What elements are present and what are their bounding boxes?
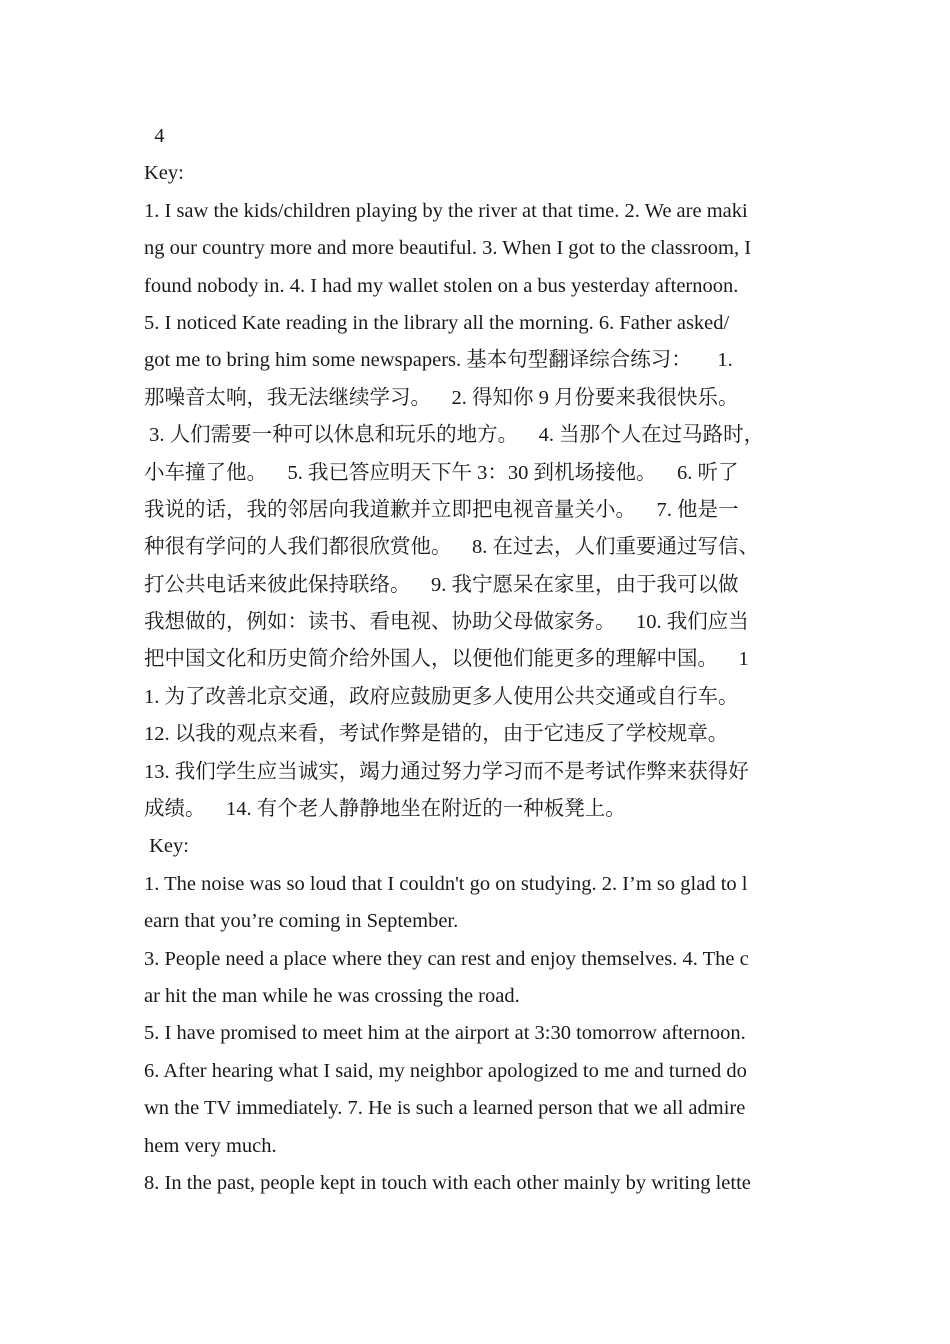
text-line: 1. I saw the kids/children playing by the river at that time. 2. We are maki — [144, 199, 748, 222]
text-line: 4 — [144, 125, 165, 147]
text-line: 12. 以我的观点来看，考试作弊是错的，由于它违反了学校规章。 — [144, 723, 729, 746]
text-line: 那噪音太响，我无法继续学习。 2. 得知你 9 月份要来我很快乐。 — [144, 386, 739, 409]
text-line: ar hit the man while he was crossing the road. — [144, 984, 520, 1007]
text-line: got me to bring him some newspapers. 基本句型翻译综合练习： 1. — [144, 349, 733, 372]
text-line: 5. I have promised to meet him at the airport at 3:30 tomorrow afternoon. — [144, 1022, 746, 1045]
text-line: earn that you’re coming in September. — [144, 910, 459, 933]
text-line: 我想做的，例如：读书、看电视、协助父母做家务。 10. 我们应当 — [144, 611, 749, 634]
text-line: wn the TV immediately. 7. He is such a learned person that we all admire — [144, 1097, 746, 1120]
text-line: 种很有学问的人我们都很欣赏他。 8. 在过去，人们重要通过写信、 — [144, 536, 759, 559]
text-line: 1. The noise was so loud that I couldn't go on studying. 2. I’m so glad to l — [144, 872, 748, 895]
text-line: 小车撞了他。 5. 我已答应明天下午 3：30 到机场接他。 6. 听了 — [144, 461, 739, 484]
text-line: 打公共电话来彼此保持联络。 9. 我宁愿呆在家里，由于我可以做 — [144, 573, 739, 596]
text-line: ng our country more and more beautiful. 3. When I got to the classroom, I — [144, 237, 752, 260]
text-line: Key: — [144, 162, 184, 185]
text-line: hem very much. — [144, 1134, 277, 1157]
text-line: 1. 为了改善北京交通，政府应鼓励更多人使用公共交通或自行车。 — [144, 685, 739, 708]
text-line: 5. I noticed Kate reading in the library all the morning. 6. Father asked/ — [144, 311, 730, 334]
text-line: 8. In the past, people kept in touch with each other mainly by writing lette — [144, 1171, 751, 1194]
document-text — [144, 118, 814, 1202]
text-line: 我说的话，我的邻居向我道歉并立即把电视音量关小。 7. 他是一 — [144, 498, 739, 521]
text-line: 3. People need a place where they can rest and enjoy themselves. 4. The c — [144, 947, 749, 970]
text-line: 成绩。 14. 有个老人静静地坐在附近的一种板凳上。 — [144, 798, 626, 821]
text-line: found nobody in. 4. I had my wallet stolen on a bus yesterday afternoon. — [144, 274, 739, 297]
text-line: 6. After hearing what I said, my neighbor apologized to me and turned do — [144, 1059, 747, 1082]
text-line: Key: — [144, 835, 189, 858]
text-line: 3. 人们需要一种可以休息和玩乐的地方。 4. 当那个人在过马路时， — [144, 424, 765, 447]
text-line: 13. 我们学生应当诚实，竭力通过努力学习而不是考试作弊来获得好 — [144, 760, 749, 783]
text-line: 把中国文化和历史简介给外国人，以便他们能更多的理解中国。 1 — [144, 648, 749, 671]
